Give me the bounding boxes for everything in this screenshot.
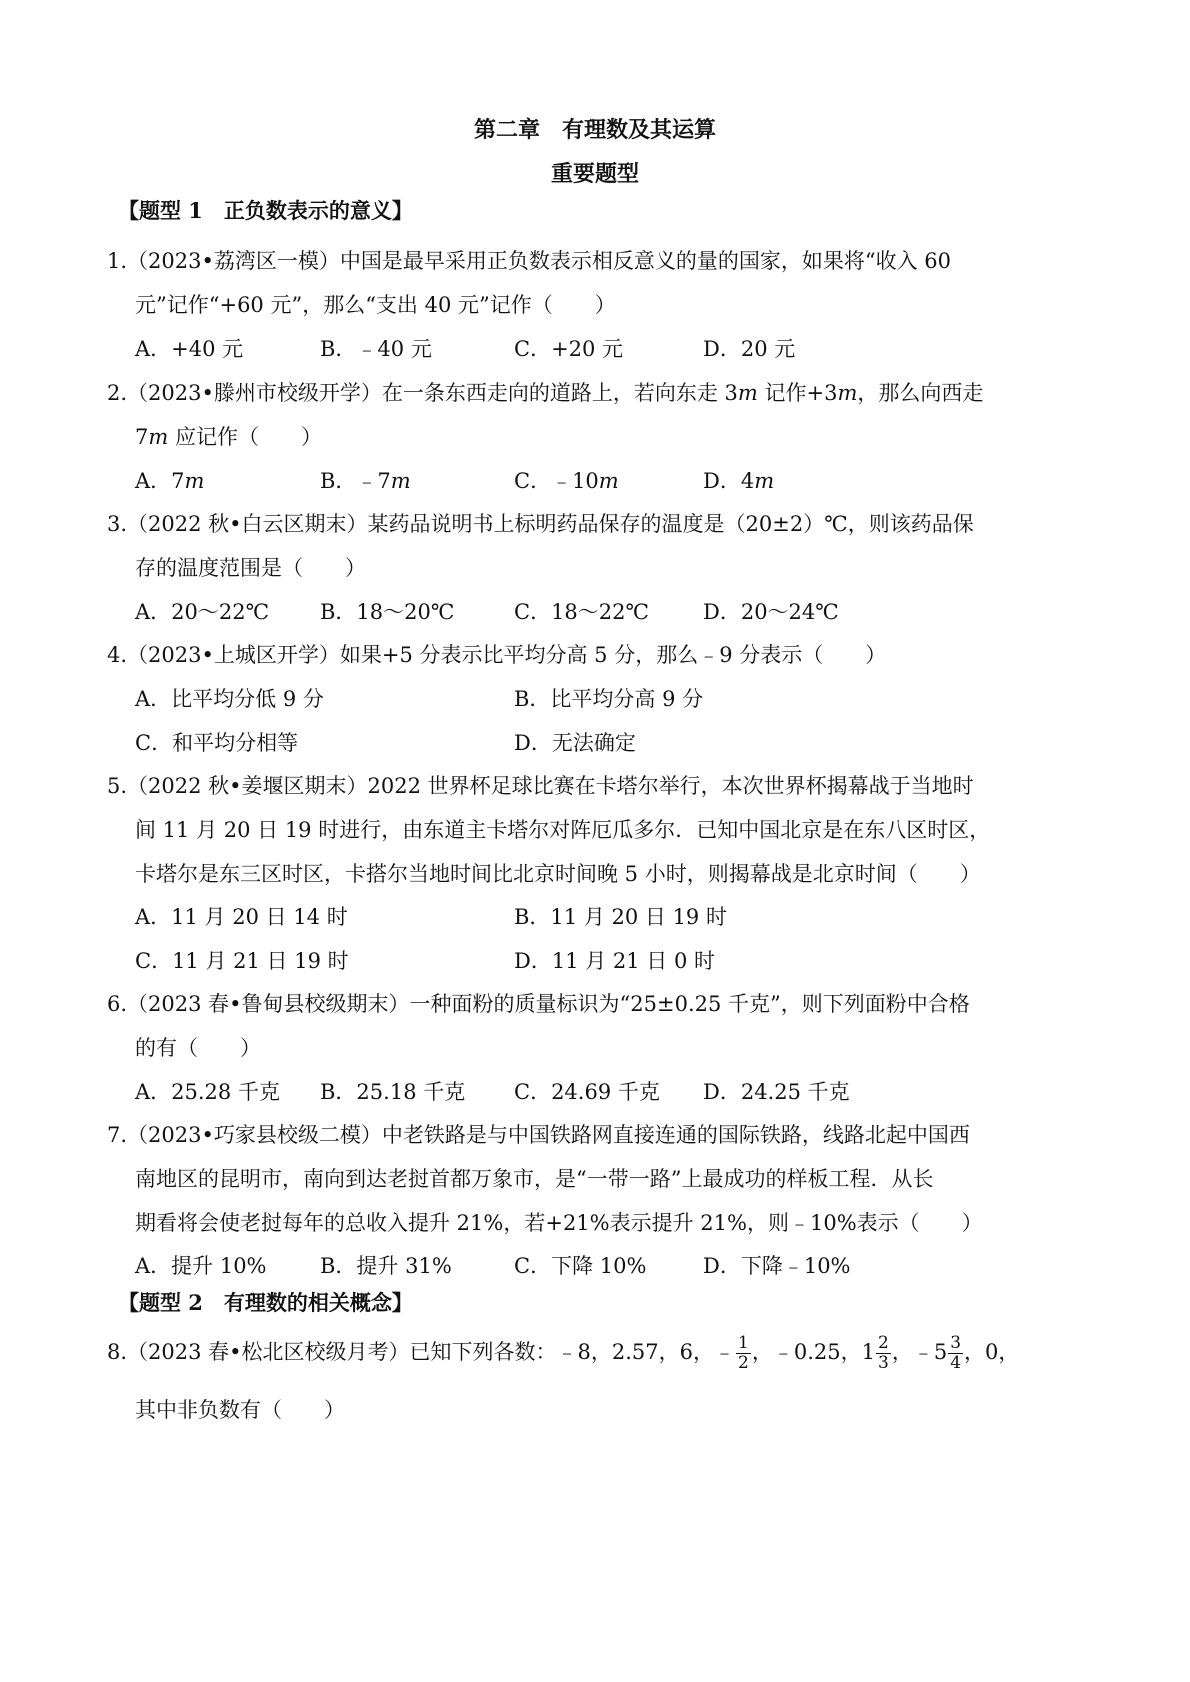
question-3-line-1: 3.（2022 秋•白云区期末）某药品说明书上标明药品保存的温度是（20±2）℃，则该药品保 bbox=[107, 512, 974, 536]
question-2-option-d[interactable]: D．4m bbox=[703, 469, 775, 493]
question-6-option-b[interactable]: B．25.18 千克 bbox=[320, 1080, 466, 1104]
question-4-line-1: 4.（2023•上城区开学）如果+5 分表示比平均分高 5 分，那么﹣9 分表示（ ） bbox=[107, 643, 887, 667]
question-1-line-1: 1.（2023•荔湾区一模）中国是最早采用正负数表示相反意义的量的国家，如果将“收入 60 bbox=[107, 249, 951, 273]
question-5-option-d[interactable]: D．11 月 21 日 0 时 bbox=[514, 949, 716, 973]
question-4-option-a[interactable]: A．比平均分低 9 分 bbox=[135, 687, 324, 711]
question-1-option-d[interactable]: D．20 元 bbox=[703, 337, 796, 361]
question-7-option-a[interactable]: A．提升 10% bbox=[135, 1254, 267, 1278]
question-3-line-2: 存的温度范围是（ ） bbox=[135, 556, 366, 580]
question-5-option-b[interactable]: B．11 月 20 日 19 时 bbox=[514, 905, 727, 929]
question-7-line-3: 期看将会使老挝每年的总收入提升 21%，若+21%表示提升 21%，则﹣10%表示（ ） bbox=[135, 1211, 983, 1235]
question-8-line-1: 8.（2023 春•松北区校级月考）已知下列各数：﹣8，2.57，6，﹣ $\frac{1}{2}$ ，﹣0.25，1 $\frac{2}{3}$ ，﹣5 $\frac{3}{4}$ ，0， bbox=[107, 1333, 1020, 1373]
question-7-line-2: 南地区的昆明市，南向到达老挝首都万象市，是“一带一路”上最成功的样板工程．从长 bbox=[135, 1167, 934, 1191]
question-6-line-2: 的有（ ） bbox=[135, 1036, 261, 1060]
question-1-line-2: 元”记作“+60 元”，那么“支出 40 元”记作（ ） bbox=[135, 293, 616, 317]
question-1-option-b[interactable]: B．﹣40 元 bbox=[320, 337, 432, 361]
question-6-option-d[interactable]: D．24.25 千克 bbox=[703, 1080, 850, 1104]
question-2-option-a[interactable]: A．7m bbox=[135, 469, 205, 493]
chapter-title: 第二章 有理数及其运算 bbox=[473, 117, 716, 143]
section-heading-1: 【题型 1 正负数表示的意义】 bbox=[118, 198, 413, 223]
question-2-option-b[interactable]: B．﹣7m bbox=[320, 469, 411, 493]
fraction-three-quarters: $\frac{3}{4}$ bbox=[950, 1333, 962, 1373]
question-5-option-a[interactable]: A．11 月 20 日 14 时 bbox=[135, 905, 348, 929]
question-5-line-3: 卡塔尔是东三区时区，卡搭尔当地时间比北京时间晚 5 小时，则揭幕战是北京时间（ ） bbox=[135, 862, 981, 886]
question-3-option-c[interactable]: C．18～22℃ bbox=[514, 600, 650, 624]
question-7-line-1: 7.（2023•巧家县校级二模）中老铁路是与中国铁路网直接连通的国际铁路，线路北起中国西 bbox=[107, 1123, 970, 1147]
page-subtitle: 重要题型 bbox=[550, 161, 639, 187]
question-6-line-1: 6.（2023 春•鲁甸县校级期末）一种面粉的质量标识为“25±0.25 千克”，则下列面粉中合格 bbox=[107, 992, 970, 1016]
question-3-option-b[interactable]: B．18～20℃ bbox=[320, 600, 455, 624]
fraction-one-half: $\frac{1}{2}$ bbox=[738, 1333, 749, 1373]
fraction-two-thirds: $\frac{2}{3}$ bbox=[878, 1333, 889, 1373]
question-2-line-1: 2.（2023•滕州市校级开学）在一条东西走向的道路上，若向东走 3m 记作+3m，那么向西走 bbox=[107, 381, 984, 405]
question-4-option-c[interactable]: C．和平均分相等 bbox=[135, 731, 299, 755]
question-4-option-d[interactable]: D．无法确定 bbox=[514, 731, 636, 755]
question-1-option-c[interactable]: C．+20 元 bbox=[514, 337, 624, 361]
question-3-option-a[interactable]: A．20～22℃ bbox=[135, 600, 270, 624]
question-6-option-c[interactable]: C．24.69 千克 bbox=[514, 1080, 660, 1104]
question-3-option-d[interactable]: D．20～24℃ bbox=[703, 600, 839, 624]
question-7-option-d[interactable]: D．下降﹣10% bbox=[703, 1254, 851, 1278]
question-7-option-b[interactable]: B．提升 31% bbox=[320, 1254, 452, 1278]
section-heading-2: 【题型 2 有理数的相关概念】 bbox=[118, 1290, 413, 1315]
question-6-option-a[interactable]: A．25.28 千克 bbox=[135, 1080, 280, 1104]
question-5-option-c[interactable]: C．11 月 21 日 19 时 bbox=[135, 949, 349, 973]
question-4-option-b[interactable]: B．比平均分高 9 分 bbox=[514, 687, 704, 711]
question-1-option-a[interactable]: A．+40 元 bbox=[135, 337, 244, 361]
question-8-line-2: 其中非负数有（ ） bbox=[135, 1398, 345, 1422]
question-7-option-c[interactable]: C．下降 10% bbox=[514, 1254, 647, 1278]
question-2-option-c[interactable]: C．﹣10m bbox=[514, 469, 619, 493]
question-5-line-1: 5.（2022 秋•姜堰区期末）2022 世界杯足球比赛在卡塔尔举行，本次世界杯揭幕战于当地时 bbox=[107, 774, 974, 798]
question-5-line-2: 间 11 月 20 日 19 时进行，由东道主卡塔尔对阵厄瓜多尔．已知中国北京是在东八区时区， bbox=[135, 818, 991, 842]
question-2-line-2: 7m 应记作（ ） bbox=[135, 425, 322, 449]
